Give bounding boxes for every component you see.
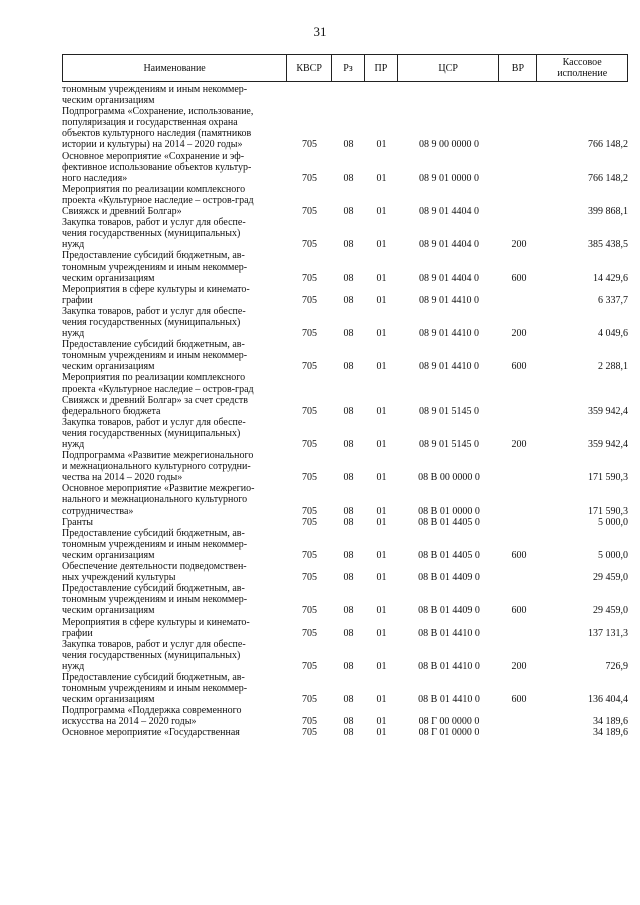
row-csr: 08 B 01 4409 0 [418,605,480,617]
row-rz: 08 [343,139,354,151]
row-name-line: чества на 2014 – 2020 годы» [62,472,183,484]
row-name [62,450,287,483]
row-kass: 171 590,3 [588,472,628,484]
table-row [62,483,628,516]
row-name-line: нужд [62,660,85,672]
row-name [62,583,287,616]
row-kvsr: 705 [302,516,317,528]
row-csr: 08 9 01 5145 0 [419,405,479,417]
row-pr: 01 [376,605,387,617]
row-kass: 766 148,2 [588,172,628,184]
row-rz: 08 [343,549,354,561]
row-kvsr: 705 [302,272,317,284]
row-kass: 4 049,6 [598,328,628,340]
row-pr: 01 [376,472,387,484]
row-pr: 01 [376,272,387,284]
row-pr: 01 [376,139,387,151]
row-name-line: федерального бюджета [62,405,161,417]
row-name [62,561,287,583]
row-name-line: ческим организациям [62,605,155,617]
row-kvsr: 705 [302,727,317,739]
row-name-line: Гранты [62,516,94,528]
row-name [62,84,287,106]
row-kass: 34 189,6 [593,727,628,739]
row-vr: 200 [511,439,527,450]
table-row [62,151,628,184]
table-row [62,705,628,727]
header-vr: ВР [499,55,537,81]
row-csr: 08 9 01 4404 0 [419,239,479,251]
row-name [62,417,287,450]
row-name-line: нужд [62,239,85,251]
row-name-line: нужд [62,328,85,340]
row-kass: 5 000,0 [598,516,628,528]
row-kvsr: 705 [302,716,317,728]
row-name-line: тономным учреждениям и иным некоммер- [62,350,248,362]
row-rz: 08 [343,472,354,484]
row-kass: 359 942,4 [588,405,628,417]
row-csr: 08 9 01 4410 0 [419,328,479,340]
row-vr: 600 [511,694,527,706]
row-csr: 08 B 01 4410 0 [418,694,480,706]
row-rz: 08 [343,294,354,306]
row-name [62,217,287,250]
row-vr: 200 [511,328,527,340]
row-vr: 600 [511,549,527,561]
row-name-line: Мероприятия в сфере культуры и кинемато- [62,283,250,295]
row-name-line: Предоставление субсидий бюджетным, ав- [62,583,245,595]
row-name-line: ческим организациям [62,361,155,373]
row-kass: 726,9 [605,660,628,672]
row-kass: 29 459,0 [593,572,628,584]
row-name [62,617,287,639]
row-name-line: Закупка товаров, работ и услуг для обеспе- [62,217,246,229]
row-pr: 01 [376,694,387,706]
row-rz: 08 [343,727,354,739]
row-name-line: ных учреждений культуры [62,572,176,584]
row-name-line: Мероприятия по реализации комплексного [62,372,246,384]
row-name-line: объектов культурного наследия (памятников [62,128,252,140]
row-pr: 01 [376,206,387,218]
table-row [62,583,628,616]
row-csr: 08 Г 01 0000 0 [418,727,480,739]
table-row [62,217,628,250]
table-row [62,339,628,372]
row-name-line: Мероприятия по реализации комплексного [62,183,246,195]
row-kvsr: 705 [302,627,317,639]
row-name-line: Предоставление субсидий бюджетным, ав- [62,339,245,351]
row-vr: 200 [511,660,527,672]
row-name [62,727,287,738]
row-kvsr: 705 [302,549,317,561]
row-kass: 137 131,3 [588,627,628,639]
row-csr: 08 B 01 0000 0 [418,505,480,517]
row-name-line: Основное мероприятие «Развитие межрегио- [62,483,255,495]
row-csr: 08 9 00 0000 0 [419,139,479,151]
header-rz: Рз [332,55,365,81]
page-number: 31 [313,24,327,39]
table-row [62,517,628,528]
row-pr: 01 [376,627,387,639]
row-name-line: Закупка товаров, работ и услуг для обеспе- [62,416,246,428]
row-pr: 01 [376,549,387,561]
row-kvsr: 705 [302,139,317,151]
row-kvsr: 705 [302,239,317,251]
row-name-line: Предоставление субсидий бюджетным, ав- [62,250,245,262]
row-name-line: Подпрограмма «Поддержка современного [62,705,242,717]
table-row [62,184,628,217]
row-name-line: ческим организациям [62,95,155,107]
row-name-line: ческим организациям [62,549,155,561]
row-pr: 01 [376,660,387,672]
row-csr: 08 B 01 4405 0 [418,516,480,528]
row-pr: 01 [376,328,387,340]
row-kvsr: 705 [302,328,317,340]
row-name-line: Мероприятия в сфере культуры и кинемато- [62,616,250,628]
row-kvsr: 705 [302,605,317,617]
row-name [62,528,287,561]
row-kvsr: 705 [302,294,317,306]
row-name-line: популяризация и государственная охрана [62,117,238,129]
row-name-line: сотрудничества» [62,505,134,517]
row-name-line: истории и культуры) на 2014 – 2020 годы» [62,139,243,151]
table-row [62,106,628,150]
row-kass: 399 868,1 [588,206,628,218]
row-name-line: и межнационального культурного сотрудни- [62,461,251,473]
table-row [62,672,628,705]
row-name [62,639,287,672]
row-name-line: Подпрограмма «Сохранение, использование, [62,106,254,118]
table-row [62,450,628,483]
row-rz: 08 [343,361,354,373]
row-name-line: ческим организациям [62,694,155,706]
row-pr: 01 [376,505,387,517]
row-name [62,284,287,306]
table-row [62,561,628,583]
row-name [62,705,287,727]
row-name [62,250,287,283]
row-name [62,672,287,705]
table-row [62,372,628,416]
row-kass: 29 459,0 [593,605,628,617]
row-name-line: тономным учреждениям и иным некоммер- [62,683,248,695]
row-name-line: Предоставление субсидий бюджетным, ав- [62,671,245,683]
row-name [62,306,287,339]
row-csr: 08 B 01 4409 0 [418,572,480,584]
row-csr: 08 9 01 5145 0 [419,439,479,450]
row-name [62,372,287,416]
row-pr: 01 [376,361,387,373]
row-name-line: Обеспечение деятельности подведомствен- [62,561,247,573]
row-kvsr: 705 [302,572,317,584]
row-csr: 08 B 01 4405 0 [418,549,480,561]
row-csr: 08 9 01 4404 0 [419,272,479,284]
row-pr: 01 [376,716,387,728]
row-name-line: проекта «Культурное наследие – остров-град [62,194,254,206]
row-name [62,339,287,372]
row-name-line: искусства на 2014 – 2020 годы» [62,716,197,728]
row-pr: 01 [376,405,387,417]
row-vr: 600 [511,361,527,373]
row-name [62,151,287,184]
row-csr: 08 B 00 0000 0 [418,472,480,484]
row-pr: 01 [376,439,387,450]
table-row [62,639,628,672]
row-rz: 08 [343,328,354,340]
table-row [62,528,628,561]
row-name [62,483,287,516]
row-name-line: нального и межнационального культурного [62,494,248,506]
table-body [62,84,628,739]
row-name-line: Закупка товаров, работ и услуг для обеспе- [62,638,246,650]
row-kass: 385 438,5 [588,239,628,251]
row-name-line: чения государственных (муниципальных) [62,228,241,240]
row-pr: 01 [376,727,387,739]
header-kvsr: КВСР [287,55,332,81]
table-row [62,250,628,283]
row-name-line: фективное использование объектов культур- [62,161,252,173]
row-kass: 34 189,6 [593,716,628,728]
header-csr: ЦСР [398,55,500,81]
row-name [62,517,287,528]
row-name-line: графии [62,627,93,639]
row-name-line: Основное мероприятие «Государственная [62,727,240,739]
header-name: Наименование [63,55,287,81]
row-rz: 08 [343,272,354,284]
table-row [62,306,628,339]
row-name-line: проекта «Культурное наследие – остров-град [62,383,254,395]
row-name-line: тономным учреждениям и иным некоммер- [62,261,248,273]
row-vr: 600 [511,605,527,617]
table-row [62,727,628,738]
row-rz: 08 [343,572,354,584]
row-kvsr: 705 [302,472,317,484]
row-pr: 01 [376,294,387,306]
row-kass: 6 337,7 [598,294,628,306]
table-row [62,284,628,306]
row-csr: 08 B 01 4410 0 [418,660,480,672]
table-row [62,84,628,106]
row-rz: 08 [343,405,354,417]
row-kass: 136 404,4 [588,694,628,706]
row-csr: 08 9 01 4410 0 [419,294,479,306]
row-kass: 359 942,4 [588,439,628,450]
row-rz: 08 [343,627,354,639]
row-rz: 08 [343,206,354,218]
row-name-line: нужд [62,439,85,450]
row-kass: 5 000,0 [598,549,628,561]
row-kvsr: 705 [302,206,317,218]
row-csr: 08 9 01 4410 0 [419,361,479,373]
row-kvsr: 705 [302,361,317,373]
table-row [62,617,628,639]
row-name-line: чения государственных (муниципальных) [62,649,241,661]
row-kvsr: 705 [302,660,317,672]
row-kvsr: 705 [302,172,317,184]
row-name [62,184,287,217]
header-pr: ПР [365,55,398,81]
row-name-line: ного наследия» [62,172,128,184]
row-pr: 01 [376,172,387,184]
row-rz: 08 [343,439,354,450]
row-pr: 01 [376,516,387,528]
row-name-line: Подпрограмма «Развитие межрегионального [62,450,254,462]
row-name-line: Свияжск и древний Болгар» за счет средств [62,394,248,406]
row-vr: 600 [511,272,527,284]
row-kass: 2 288,1 [598,361,628,373]
row-csr: 08 9 01 4404 0 [419,206,479,218]
row-pr: 01 [376,572,387,584]
row-rz: 08 [343,605,354,617]
row-rz: 08 [343,716,354,728]
row-name-line: графии [62,294,93,306]
row-csr: 08 9 01 0000 0 [419,172,479,184]
row-vr: 200 [511,239,527,251]
row-rz: 08 [343,694,354,706]
row-rz: 08 [343,239,354,251]
row-kvsr: 705 [302,694,317,706]
row-rz: 08 [343,505,354,517]
row-csr: 08 B 01 4410 0 [418,627,480,639]
row-rz: 08 [343,172,354,184]
row-name-line: чения государственных (муниципальных) [62,316,241,328]
row-kvsr: 705 [302,505,317,517]
row-kass: 766 148,2 [588,139,628,151]
row-name-line: тономным учреждениям и иным некоммер- [62,84,248,95]
row-rz: 08 [343,516,354,528]
row-rz: 08 [343,660,354,672]
row-kvsr: 705 [302,405,317,417]
row-name-line: Закупка товаров, работ и услуг для обеспе- [62,305,246,317]
row-kass: 171 590,3 [588,505,628,517]
row-kass: 14 429,6 [593,272,628,284]
row-name [62,106,287,150]
row-name-line: Свияжск и древний Болгар» [62,206,182,218]
row-name-line: Предоставление субсидий бюджетным, ав- [62,527,245,539]
row-name-line: тономным учреждениям и иным некоммер- [62,538,248,550]
row-name-line: чения государственных (муниципальных) [62,427,241,439]
table-header [62,54,628,82]
row-kvsr: 705 [302,439,317,450]
header-kass: Кассовое исполнение [557,57,608,79]
row-name-line: Основное мероприятие «Сохранение и эф- [62,150,245,162]
row-name-line: тономным учреждениям и иным некоммер- [62,594,248,606]
table-row [62,417,628,450]
row-csr: 08 Г 00 0000 0 [418,716,480,728]
row-name-line: ческим организациям [62,272,155,284]
row-pr: 01 [376,239,387,251]
